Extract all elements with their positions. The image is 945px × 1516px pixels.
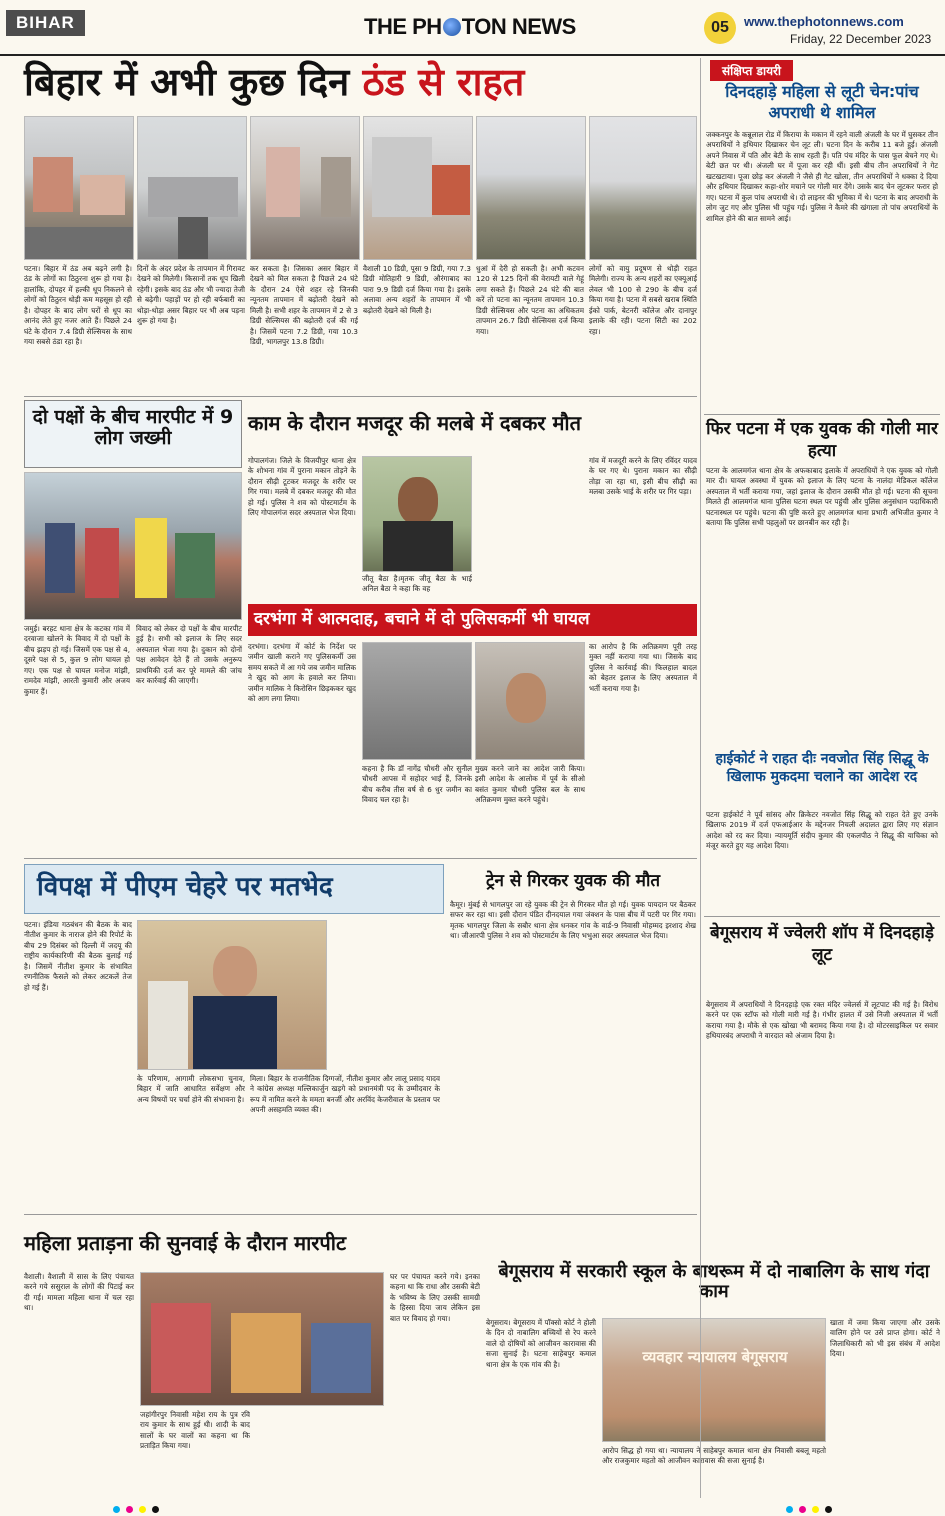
school-col-3: खाता में जमा किया जाएगा और उसके वालिग होने पर उसे प्राप्त होगा। कोर्ट ने जिलाधिकारी को भी इस संबंध में आदेश दिया। bbox=[830, 1318, 940, 1359]
school-col-1: बेगूसराय। बेगूसराय में पॉक्सो कोर्ट ने होली के दिन दो नाबालिग बच्चियों से रेप करने वाले दो दोषियों को आजीवन कारावास की सजा सुनाई है। घटना साहेबपुर कमाल थाना क्षेत्र के एक गांव की है। bbox=[486, 1318, 596, 1369]
sidebar-story4-text: बेगूसराय में अपराधियों ने दिनदहाड़े एक रक्त मंदिर ज्वेलर्स में लूटपाट की गई है। विरोध करने पर एक स्टॉफ को गोली मारी गई है। गंभीर हालत में उसे निजी अस्पताल में भर्ती कराया गया है। मौके से एक खोखा भी बरामद किया गया है। दो मोटरसाइकिल पर सवार हथियारबंद अपराधी ने वारदात को अंजाम दिया है। bbox=[706, 1000, 938, 1041]
sidebar-story4-headline: बेगूसराय में ज्वेलरी शॉप में दिनदहाड़े लूट bbox=[709, 923, 934, 966]
worker-headline: काम के दौरान मजदूर की मलबे में दबकर मौत bbox=[248, 411, 581, 435]
darbhanga-col-4: का आरोप है कि अतिक्रमण पूरी तरह मुक्त नहीं कराया गया था। जिसके बाद पुलिस ने कार्रवाई की। फिलहाल बादल को बेहतर इलाज के लिए अस्पताल में भर्ती कराया गया है। bbox=[589, 642, 697, 693]
divider bbox=[24, 396, 697, 397]
lead-col-6: लोगों को वायु प्रदूषण से थोड़ी राहत मिलेगी। राज्य के अन्य शहरों का एक्यूआई लेवल भी 100 से 290 के बीच दर्ज किया गया है। पटना में सबसे खराब स्थिति ईको पार्क, बेटनरी कॉलेज और दानापुर इलाके की रही। पटना सिटी का 202 रहा। bbox=[589, 264, 697, 336]
darbhanga-col-1: दरभंगा। दरभंगा में कोर्ट के निर्देश पर जमीन खाली कराने गए पुलिसकर्मी उस समय सकते में आ गये जब जमीन मालिक ने खुद को आग के हवाले कर लिया। जमीन मालिक ने किरोसिन छिड़ककर खुद को आग लगा लिया। bbox=[248, 642, 356, 704]
opposition-col-3: मिला। बिहार के राजनीतिक दिग्गजों, नीतीश कुमार और लालू प्रसाद यादव ने कांग्रेस अध्यक्ष मल्लिकार्जुन खड़गे को प्रधानमंत्री पद के उम्मीदवार के रूप में नामित करने के ममता बनर्जी और अरविंद केजरीवाल के प्रस्ताव पर अपनी असहमति व्यक्त की। bbox=[250, 1074, 440, 1115]
worker-text: गोपालगंज। जिले के विजयीपुर थाना क्षेत्र के शोभना गांव में पुराना मकान तोड़ने के दौरान सीढ़ी टूटकर मजदूर के शरीर पर गिर गया। मलबे में दबकर मजदूर की मौत हो गई। पुलिस ने शव को पोस्टमार्टम के लिए गोपालगंज सदर अस्पताल भेज दिया। bbox=[248, 456, 356, 518]
darbhanga-photo-1 bbox=[362, 642, 472, 760]
fight-col-1: जमुई। बरहट थाना क्षेत्र के कटका गांव में दरवाजा खोलने के विवाद में दो पक्षों के बीच झड़प हो गई। जिसमें एक पक्ष से 4, दूसरे पक्ष से 5, कुल 9 लोग घायल हो गए। एक पक्ष से घायल मनोज मांझी, रामदेव मांझी, आरती कुमारी और अजय कुमार हैं। bbox=[24, 624, 130, 696]
section-tag: BIHAR bbox=[6, 10, 85, 36]
date: Friday, 22 December 2023 bbox=[790, 32, 932, 46]
lead-col-4: वैशाली 10 डिग्री, पूसा 9 डिग्री, गया 7.3 डिग्री मोतिहारी 9 डिग्री, औरंगाबाद का पारा 9.9 डिग्री दर्ज किया गया है। इसके अलावा अन्य शहरों के तापमान में भी बढ़ोतरी देखने को मिली है। bbox=[363, 264, 471, 315]
lead-photo-3 bbox=[250, 116, 360, 260]
lead-photo-1 bbox=[24, 116, 134, 260]
sidebar-story3-headline: हाईकोर्ट ने राहत दीः नवजोत सिंह सिद्धू के खिलाफ मुकदमा चलाने का आदेश रद bbox=[715, 751, 929, 786]
paper-name: THE PH TON NEWS bbox=[364, 14, 576, 39]
lead-col-2: दिनों के अंदर प्रदेश के तापमान में गिरावट देखने को मिलेगी। किसानों तक धूप खिली रहेगी। इसके बाद ठंड और भी ज्यादा तेजी से बढ़ेगी। पहाड़ों पर हो रही बर्फबारी का थोड़ा-थोड़ा असर बिहार पर भी अब पड़ना शुरू हो गया है। bbox=[137, 264, 245, 326]
opposition-col-1: पटना। इंडिया गठबंधन की बैठक के बाद नीतीश कुमार के नाराज होने की रिपोर्ट के बीच 29 दिसंबर को दिल्ली में जदयू की राष्ट्रीय कार्यकारिणी की बैठक बुलाई गई है। जिसमें नीतीश कुमार के संभावित रणनीतिक फैसले को लेकर अटकलें तेज हो गई हैं। bbox=[24, 920, 132, 992]
divider bbox=[24, 1214, 697, 1215]
woman-headline: महिला प्रताड़ना की सुनवाई के दौरान मारपीट bbox=[24, 1231, 347, 1255]
opposition-headline: विपक्ष में पीएम चेहरे पर मतभेद bbox=[24, 864, 444, 914]
website[interactable]: www.thephotonnews.com bbox=[744, 14, 904, 29]
lead-col-1: पटना। बिहार में ठंड अब बढ़ने लगी है। ठंड के लोगों का ठिठुरना शुरू हो गया है। हालांकि, दोपहर में हल्की धूप निकलने से लोगों को ठिठुरन थोड़ी कम महसूस हो रही है। दोपहर के बाद लोग घरों से धूप का आनंद लेते हुए नजर आते हैं। पिछले 24 घंटे के दौरान 7.4 डिग्री सेल्सियस के साथ गया सबसे ठंडा रहा है। bbox=[24, 264, 132, 347]
sidebar-story2-headline: फिर पटना में एक युवक की गोली मार हत्या bbox=[706, 419, 938, 462]
woman-photo bbox=[140, 1272, 384, 1406]
sidebar-story2-text: पटना के आलमगंज थाना क्षेत्र के अफकाबाद इलाके में अपराधियों ने एक युवक को गोली मार दी। घायल अवस्था में युवक को इलाज के लिए पटना के नालंदा मेडिकल कॉलेज अस्पताल में भर्ती कराया गया, जहां इलाज के दौरान उसकी मौत हो गई। घटना की सूचना मिलते ही आलमगंज थाना पुलिस घटना स्थल पर पहुंची और पुलिस अनुसंधान पदाधिकारी घटनास्थल पर पहुंचे। घटना की पुष्टि करते हुए आलमगंज थाना प्रभारी अभिजीत कुमार ने बताया कि पुलिस सभी पहलुओं पर छानबीन कर रही है। bbox=[706, 466, 938, 528]
train-text: कैमूर। मुंबई से भागलपुर जा रहे युवक की ट्रेन से गिरकर मौत हो गई। युवक पायदान पर बैठकर सफर कर रहा था। इसी दौरान पंडित दीनदयाल गया जंक्शन के पास बीच में पटरी पर गिर गया। मृतक भागलपुर जिला के सबौर थाना क्षेत्र धनकर गांव के वार्ड-9 निवासी मोहम्मद इरशाद शेख था। जीआरपी पुलिस ने शव को पोस्टमार्टम के लिए भभुआ सदर अस्पताल भेज दिया। bbox=[450, 900, 696, 941]
masthead bbox=[0, 0, 945, 56]
lead-photo-5 bbox=[476, 116, 586, 260]
darbhanga-col-2: कहना है कि डॉ नागेंद्र चौधरी और सुनील चौधरी आपस में सहोदर भाई हैं, जिनके बीच करीब तीस वर्ष से 6 धुर जमीन का विवाद चल रहा है। bbox=[362, 764, 472, 805]
page-number: 05 bbox=[704, 12, 736, 44]
sidebar-tag: संक्षिप्त डायरी bbox=[710, 60, 793, 81]
woman-col-2: जहांगीरपुर निवासी महेश राय के पुत्र रवि राय कुमार के साथ हुई थी। शादी के बाद सालों के घर वालों का कहना था कि प्रताड़ित किया गया। bbox=[140, 1410, 250, 1451]
woman-col-3: घर पर पंचायत करने गये। इनका कहना था कि राधा और उसकी बेटी के भविष्य के लिए उसकी सामग्री के हिस्सा दिया जाय लेकिन इस बात पर विवाद हो गया। bbox=[390, 1272, 480, 1323]
woman-col-1: वैशाली। वैशाली में सास के लिए पंचायत करने गये ससुराल के लोगों की पिटाई कर दी गई। मामला महिला थाना में चल रहा था। bbox=[24, 1272, 134, 1313]
school-caption: आरोप सिद्ध हो गया था। न्यायालय ने साहेबपुर कमाल थाना क्षेत्र निवासी बबलू महतो और राजकुमार महतो को आजीवन कारावास की सजा सुनाई है। bbox=[602, 1446, 826, 1466]
opposition-col-2: के परिणाम, आगामी लोकसभा चुनाव, बिहार में जाति आधारित सर्वेक्षण और अन्य विषयों पर चर्चा होने की संभावना है। bbox=[137, 1074, 245, 1104]
worker-text-2: गांव में मजदूरी करने के लिए रविंदर यादव के घर गए थे। पुराना मकान का सीढ़ी तोड़ा जा रहा था, इसी बीच सीढ़ी का मलबा उसके भाई के शरीर पर गिर पड़ा। bbox=[589, 456, 697, 497]
opposition-photo bbox=[137, 920, 327, 1070]
divider bbox=[704, 414, 940, 415]
darbhanga-photo-2 bbox=[475, 642, 585, 760]
lead-col-5: धुआं में देरी हो सकती है। अभी कटवन 120 से 125 दिनों की वेरायटी वाले गेहूं लगा सकते हैं। पिछले 24 घंटे की बात करें तो पटना का न्यूनतम तापमान 10.3 डिग्री सेल्सियस और पटना का अधिकतम तापमान 26.7 डिग्री सेल्सियस दर्ज किया गया। bbox=[476, 264, 584, 336]
lead-headline: बिहार में अभी कुछ दिन ठंड से राहत bbox=[24, 60, 525, 104]
divider bbox=[704, 916, 940, 917]
darbhanga-headline: दरभंगा में आत्मदाह, बचाने में दो पुलिसकर्मी भी घायल bbox=[248, 604, 697, 636]
darbhanga-col-3: मुख्य करने जाने का आदेश जारी किया। इसी आदेश के आलोक में पूर्व के सीओ बसंत कुमार चौधरी पुलिस बल के साथ अतिक्रमण मुक्त करने पहुंचे। bbox=[475, 764, 585, 805]
globe-icon bbox=[443, 18, 461, 36]
fight-photo bbox=[24, 472, 242, 620]
fight-col-2: विवाद को लेकर दो पक्षों के बीच मारपीट हुई है। सभी को इलाज के लिए सदर अस्पताल भेजा गया है। दुकान को दोनों पक्ष आवेदन देते हैं तो उसके अनुरूप प्राथमिकी दर्ज कर पूरे मामले की जांच कर कार्रवाई की जाएगी। bbox=[136, 624, 242, 686]
lead-photo-4 bbox=[363, 116, 473, 260]
print-registration-marks bbox=[0, 1498, 945, 1516]
sidebar-story1-headline: दिनदहाड़े महिला से लूटी चेन:पांच अपराधी थे शामिल bbox=[725, 82, 919, 122]
lead-col-3: कर सकता है। जिसका असर बिहार में देखने को मिल सकता है पिछले 24 घंटे के दौरान 24 ऐसे शहर रहे जिनकी न्यूनतम तापमान में बढ़ोतरी देखने को मिली है। सभी शहर के तापमान में 2 से 3 डिग्री सेल्सियस की बढ़ोतरी दर्ज की गई है। जिसमें पटना 7.2 डिग्री, गया 10.3 डिग्री, भागलपुर 13.8 डिग्री। bbox=[250, 264, 358, 347]
train-headline: ट्रेन से गिरकर युवक की मौत bbox=[485, 871, 661, 891]
worker-caption: जीतू बैठा है।मृतक जीतू बैठा के भाई अनिल बैठा ने कहा कि वह bbox=[362, 574, 472, 594]
sidebar-story1-text: जक्कनपुर के कन्नूलाल रोड में किराया के मकान में रहने वाली अंजली के घर में घुसकर तीन अपराधियों ने हथियार दिखाकर चेन लूट ली। घटना दिन के करीब 11 बजे हुई। अंजली अपने निवास में पति और बेटी के साथ रहती हैं। पति पंच मंदिर के पास फूल बेचने गए थे। बेटी छत पर थी। अंजली घर में पूजा कर रही थीं। इसी बीच तीन अपराधियों ने गेट खटखटाया। पूजा छोड़ कर अंजली ने जैसे ही गेट खोला, तीन अपराधियों ने धक्का दे दिया और हथियार दिखाकर कहा-शोर मचाने पर गोली मार देंगे। उसके बाद चेन लूटकर फरार हो गए। घटना में कुल पांच अपराधी थे। दो लाइनर की भूमिका में थे। पटना के बाद अपराधी के लोग जुट गए और पुलिस भी पहुंच गई। पुलिस ने कैमरे की खंगाला तो पांच अपराधियों के शामिल होने की बात सामने आई। bbox=[706, 130, 938, 223]
lead-photo-6 bbox=[589, 116, 697, 260]
fight-headline: दो पक्षों के बीच मारपीट में 9 लोग जख्मी bbox=[24, 400, 242, 468]
divider bbox=[24, 858, 697, 859]
woman-col-2b bbox=[258, 1410, 384, 1498]
sidebar-story3-text: पटना हाईकोर्ट ने पूर्व सांसद और क्रिकेटर नवजोत सिंह सिद्धू को राहत देते हुए उनके खिलाफ 2019 में दर्ज एफआईआर के मद्देनजर निचली अदालत द्वारा लिए गए संज्ञान आदेश को रद कर दिया। न्यायमूर्ति संदीप कुमार की एकलपीठ ने सिद्धू की याचिका को मंजूर करते हुए यह आदेश दिया। bbox=[706, 810, 938, 851]
lead-photo-2 bbox=[137, 116, 247, 260]
court-sign: व्यवहार न्यायालय बेगूसराय bbox=[642, 1348, 788, 1366]
school-headline: बेगूसराय में सरकारी स्कूल के बाथरूम में दो नाबालिग के साथ गंदा काम bbox=[498, 1261, 930, 1302]
worker-photo bbox=[362, 456, 472, 572]
